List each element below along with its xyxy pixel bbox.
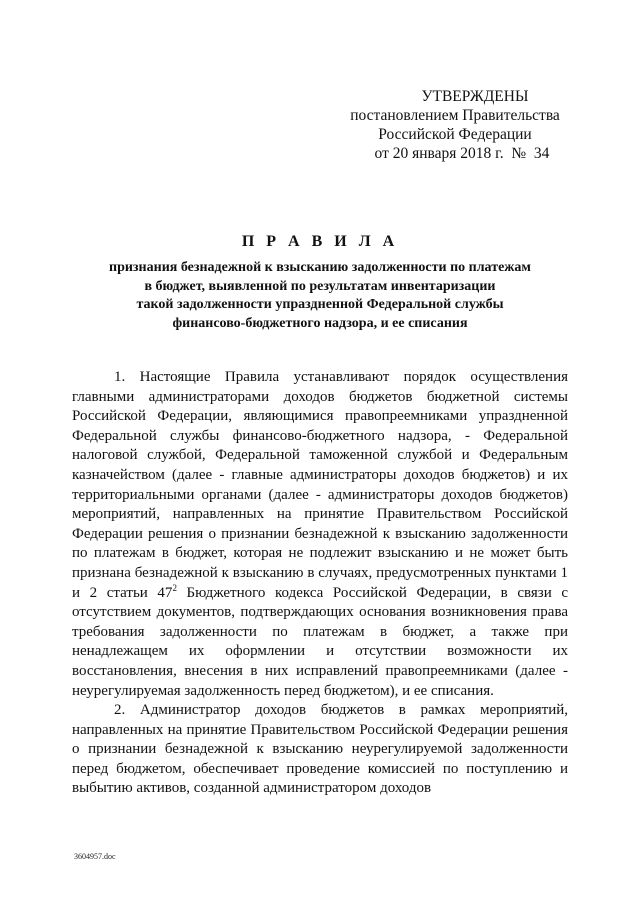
document-body: [72, 368, 568, 799]
paragraph-1-text-a: 1. Настоящие Правила устанавливают порядок осуществления главными администраторами доходов бюджетов бюджетной системы Российской Федерации, являющимися правопреемниками упраздненной Федеральной службы финансово-бюджетного надзора, - Федеральной налоговой службой, Федеральной таможенной службой и Федеральным казначейством (далее - главные администраторы доходов бюджетов) и их территориальными органами (далее - администраторы доходов бюджетов) мероприятий, направленных на принятие Правительством Российской Федерации решения о признании безнадежной к взысканию задолженности по платежам в бюджет, которая не подлежит взысканию и не может быть признана безнадежной к взысканию в случаях, предусмотренных пунктами 1 и 2 статьи 47: [72, 369, 568, 601]
approval-stamp: [340, 87, 570, 163]
approval-heading: УТВЕРЖДЕНЫ: [421, 88, 529, 105]
document-title: П Р А В И Л А: [241, 233, 399, 250]
approval-line-decree: постановлением Правительства: [350, 107, 560, 124]
approval-line-date: от 20 января 2018 г. № 34: [374, 145, 550, 162]
subtitle-line: признания безнадежной к взысканию задолженности по платежам: [109, 260, 531, 275]
paragraph-1: [72, 368, 568, 701]
superscript-article-index: 2: [172, 582, 177, 593]
subtitle-line: финансово-бюджетного надзора, и ее списания: [172, 315, 468, 331]
file-code-footer: 3604957.doc: [74, 852, 116, 861]
subtitle-line: такой задолженности упраздненной Федеральной службы: [136, 297, 504, 312]
subtitle-line: в бюджет, выявленной по результатам инвентаризации: [144, 278, 496, 294]
document-subtitle: [60, 259, 580, 333]
paragraph-1-text-b: Бюджетного кодекса Российской Федерации, в связи с отсутствием документов, подтверждающих основания возникновения права требования задолженности по платежам в бюджет, а также при ненадлежащем их оформлении и отсутствии возможности их восстановления, внесения в них исправлений правопреемниками (далее - неурегулируемая задолженность перед бюджетом), и ее списания.: [72, 584, 568, 699]
paragraph-2: 2. Администратор доходов бюджетов в рамках мероприятий, направленных на принятие Правительством Российской Федерации решения о признании безнадежной к взысканию неурегулируемой задолженности перед бюджетом, обеспечивает проведение комиссией по поступлению и выбытию активов, созданной администратором доходов: [72, 702, 568, 797]
approval-line-country: Российской Федерации: [378, 126, 532, 143]
